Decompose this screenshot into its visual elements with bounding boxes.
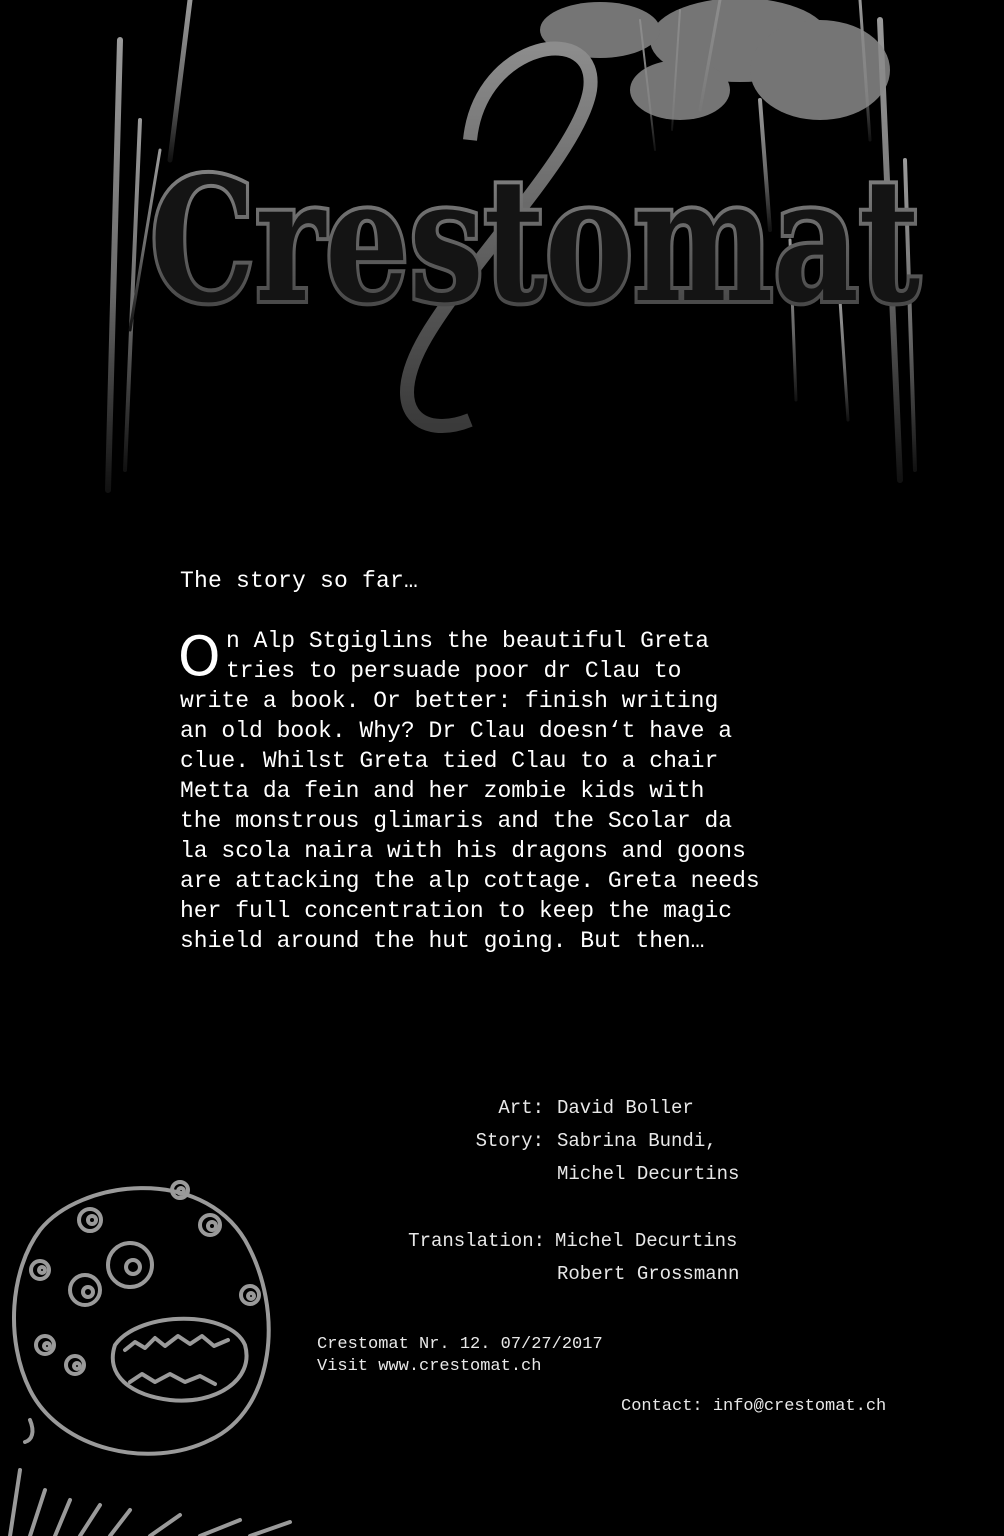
story-line: n Alp Stgiglins the beautiful Greta	[226, 628, 710, 654]
drop-cap-block	[180, 626, 840, 686]
story-line: the monstrous glimaris and the Scolar da	[180, 808, 733, 834]
story-line: la scola naira with his dragons and goons	[180, 838, 746, 864]
art-label: Art:	[498, 1097, 544, 1119]
story-so-far-heading: The story so far…	[180, 568, 419, 594]
story-line: tries to persuade poor dr Clau to	[226, 658, 682, 684]
drop-cap-letter: O	[178, 625, 221, 688]
issue-number-date: Crestomat Nr. 12. 07/27/2017	[317, 1335, 603, 1354]
story-value: Michel Decurtins	[557, 1163, 740, 1185]
creature-illustration	[0, 1170, 320, 1536]
story-summary	[180, 626, 840, 956]
story-value: Sabrina Bundi,	[557, 1130, 717, 1152]
art-value: David Boller	[557, 1097, 694, 1119]
contact-email[interactable]: Contact: info@crestomat.ch	[621, 1397, 887, 1416]
story-line: Metta da fein and her zombie kids with	[180, 778, 705, 804]
story-line: clue. Whilst Greta tied Clau to a chair	[180, 748, 719, 774]
visit-website-link[interactable]: Visit www.crestomat.ch	[317, 1357, 542, 1376]
translation-label: Translation:	[408, 1230, 545, 1252]
story-line: her full concentration to keep the magic	[180, 898, 733, 924]
story-line: write a book. Or better: finish writing	[180, 688, 719, 714]
header-logo-illustration	[0, 0, 1004, 520]
story-label: Story:	[475, 1130, 544, 1152]
story-line: shield around the hut going. But then…	[180, 928, 705, 954]
logo-title: Crestomat	[150, 141, 920, 341]
translation-value: Robert Grossmann	[557, 1263, 740, 1285]
story-line: are attacking the alp cottage. Greta needs	[180, 868, 760, 894]
issue-info	[317, 1334, 603, 1378]
story-line: an old book. Why? Dr Clau doesn‘t have a	[180, 718, 733, 744]
translation-value: Michel Decurtins	[555, 1230, 738, 1252]
